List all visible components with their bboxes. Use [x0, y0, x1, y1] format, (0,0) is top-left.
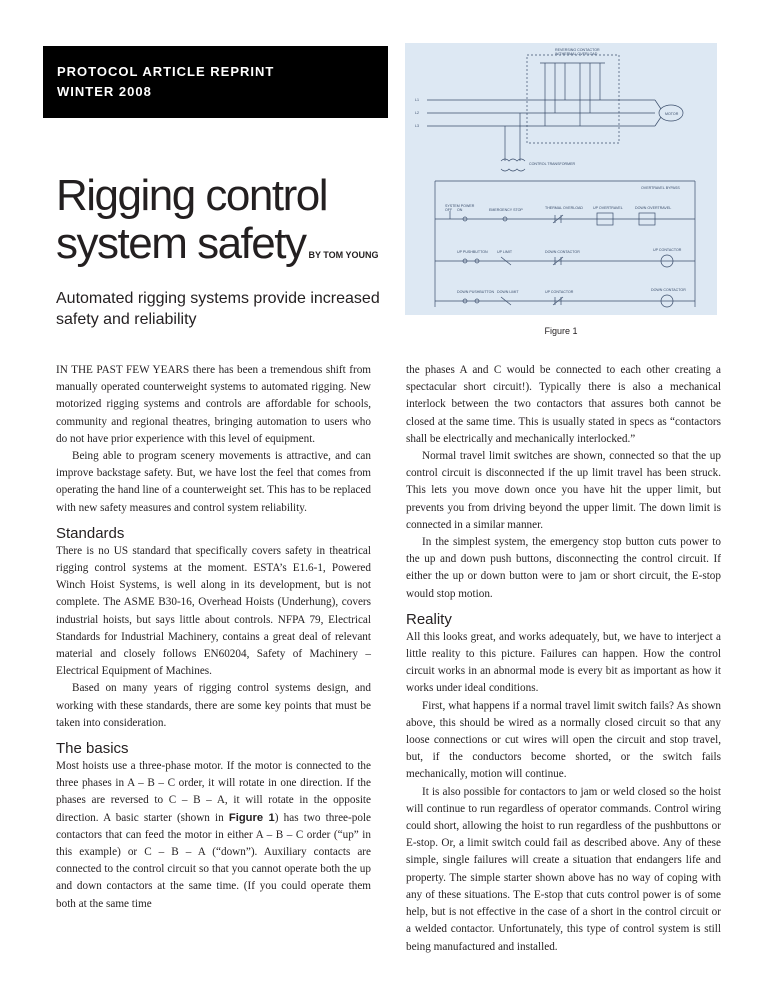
paragraph: All this looks great, and works adequately, but, we have to interject a little reality to this picture. Failures can happen. How the control circuit works in an abnormal mode is every bit as important as how it works under ideal conditions.: [406, 630, 721, 695]
title-line-2: system safety: [56, 219, 306, 268]
basics-heading: The basics: [56, 740, 129, 758]
label-down-contactor-coil: DOWN CONTACTOR: [651, 288, 686, 292]
figure-1-wiring-diagram: [405, 43, 717, 315]
figure-caption: Figure 1: [544, 326, 578, 336]
label-l3: L3: [415, 124, 419, 128]
transformer-secondary: [501, 169, 525, 171]
label-up-overtravel: UP OVERTRAVEL: [593, 206, 623, 210]
reversing-contactor-enclosure: [527, 55, 619, 143]
label-down-limit: DOWN LIMIT: [497, 290, 519, 294]
label-reversing-contactor: REVERSING CONTACTOR: [555, 48, 600, 52]
paragraph: There is no US standard that specifically covers safety in theatrical rigging control systems at the moment. ESTA’s E1.6-1, Powered Winch Hoist Systems, is well along in its development, but is not complete. The ASME B30-16, Overhead Hoists (Underhung), covers industrial hoists, but says little about controls. NFPA 79, Electrical Standards for Industrial Machinery, contains a great deal of relevant material and closely follows EN60204, Safety of Machinery – Electrical Equipment of Machines.: [56, 544, 371, 678]
paragraph: Normal travel limit switches are shown, connected so that the up control circuit is disconnected if the up limit travel has been struck. This lets you move down once you have hit the upper limit, but prevents you from driving beyond the upper limit. The down limit is connected in a similar manner.: [406, 450, 721, 531]
reprint-banner: [43, 46, 388, 118]
title-line-2-wrap: [56, 220, 386, 279]
reality-heading: Reality: [406, 610, 452, 628]
label-thermal-overload-top: W/THERMAL OVERLOAD: [555, 52, 598, 56]
basics-text-b: ) has two three-pole contactors that can feed the motor in either A – B – C order (“up” in this example) or C – B – A (“down”). Auxiliary contacts are connected to the control circuit so that you cannot operate both the up and down contactors at the same time. (If you could operate them both at the same time: [56, 811, 372, 910]
label-system-power: SYSTEM POWER: [445, 204, 475, 208]
label-l1: L1: [415, 98, 419, 102]
label-up-pushbutton: UP PUSHBUTTON: [457, 250, 488, 254]
wiring-diagram-svg: [405, 43, 717, 315]
article-subtitle: Automated rigging systems provide increased safety and reliability: [56, 290, 380, 328]
left-column: [56, 362, 371, 913]
label-emergency-stop: EMERGENCY STOP: [489, 208, 523, 212]
label-up-contactor: UP CONTACTOR: [653, 248, 682, 252]
label-control-transformer: CONTROL TRANSFORMER: [529, 162, 576, 166]
paragraph: [56, 758, 371, 913]
paragraph: It is also possible for contactors to jam or weld closed so the hoist will continue to run regardless of operator commands. Control wiring could short, allowing the hoist to run regardless of the pushbuttons or E-stop. Or, a limit switch could fail as described above. Any of these simple, single failures will create a situation that endangers life and property. The simple starter shown above has no way of coping with any of these situations. The E-stop that cuts control power is of some help, but is not effective in the case of a short in the control circuit or a welded contactor. Unfortunately, this type of control system is still being manufactured and installed.: [406, 785, 721, 953]
banner-line-1: PROTOCOL ARTICLE REPRINT: [57, 64, 275, 79]
right-column: [406, 362, 721, 956]
standards-heading: Standards: [56, 524, 125, 542]
paragraph: Being able to program scenery movements is attractive, and can improve backstage safety. But, we have lost the feel that comes from operating the hand line of a counterweight set. This has to be replaced with new safety measures and control system reliability.: [56, 450, 371, 514]
intro-paragraph: IN THE PAST FEW YEARS there has been a tremendous shift from manually operated counterweight systems to automated rigging. New motorized rigging systems and controls are affordable for schools, community and regional theatres, bringing automation to users who do not have prior experience with this level of equipment.: [56, 364, 371, 445]
label-off: OFF: [445, 208, 453, 212]
byline: BY TOM YOUNG: [308, 250, 379, 260]
paragraph: First, what happens if a normal travel limit switch fails? As shown above, this should be wired as a normally closed circuit so that any loose connections or cut wires will open the circuit and stop travel, but, if the conductors become shorted, or the switch fails mechanically, motion will continue.: [406, 699, 721, 781]
label-on: ON: [457, 208, 463, 212]
article-title: [56, 172, 386, 279]
label-up-contactor-aux: UP CONTACTOR: [545, 290, 574, 294]
paragraph: In the simplest system, the emergency stop button cuts power to the up and down push buttons, disconnecting the control circuit. If either the up or down button were to jam or short circuit, the E-stop would stop motion.: [406, 536, 721, 600]
banner-line-2: WINTER 2008: [57, 84, 152, 99]
paragraph: Based on many years of rigging control systems design, and working with these standards, there are some key points that must be taken into consideration.: [56, 682, 371, 729]
figure-reference: Figure 1: [228, 811, 275, 824]
label-thermal-overload: THERMAL OVERLOAD: [545, 206, 584, 210]
basics-text-a: Most hoists use a three-phase motor. If the motor is connected to the three phases in A – B – C order, it will rotate in one direction. If the phases are reversed to C – B – A, it will rotate in the opposite direction. A basic starter (shown in: [56, 760, 371, 824]
label-l2: L2: [415, 111, 419, 115]
label-up-limit: UP LIMIT: [497, 250, 513, 254]
label-motor: MOTOR: [665, 112, 679, 116]
label-down-overtravel: DOWN OVERTRAVEL: [635, 206, 672, 210]
title-line-1: Rigging control: [56, 171, 327, 220]
label-overtravel-bypass: OVERTRAVEL BYPASS: [641, 186, 680, 190]
transformer-primary: [501, 159, 525, 161]
label-down-pushbutton: DOWN PUSHBUTTON: [457, 290, 495, 294]
label-down-contactor: DOWN CONTACTOR: [545, 250, 580, 254]
paragraph: the phases A and C would be connected to each other creating a spectacular short circuit!). Typically there is also a mechanical interlock between the two contactors that assures both cannot be closed at the same time. This is usually stated in specs as “contactors shall be electrically and mechanically interlocked.”: [406, 364, 721, 445]
